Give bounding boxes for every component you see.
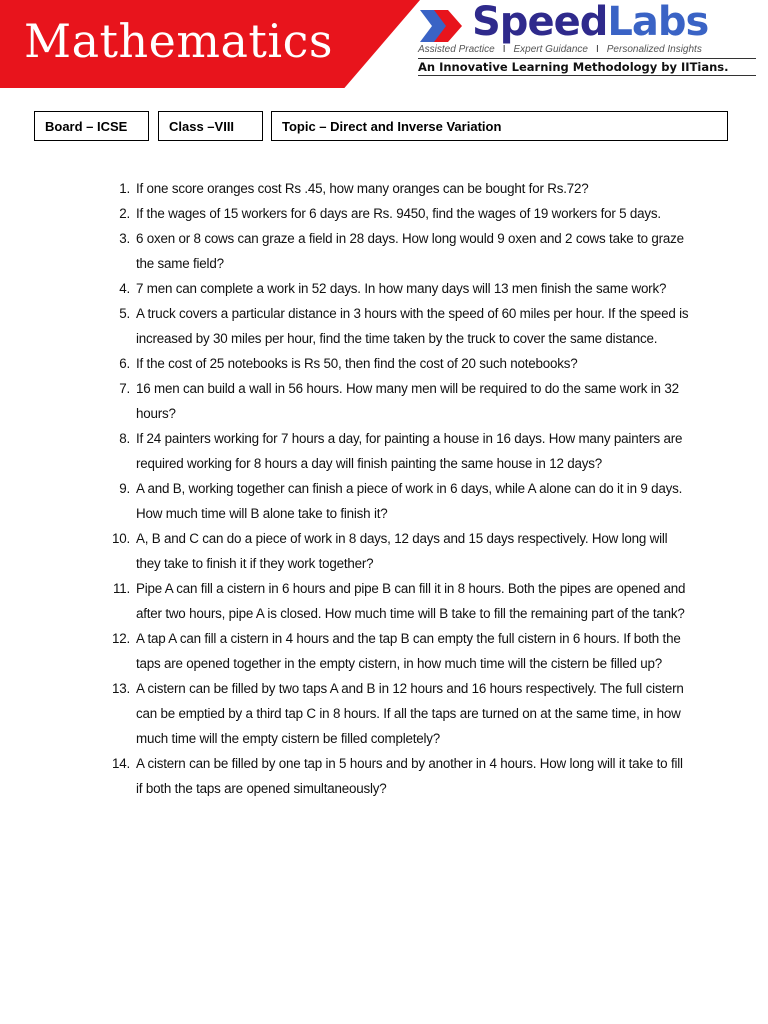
question-text: If one score oranges cost Rs .45, how many oranges can be bought for Rs.72? xyxy=(136,181,589,196)
question-item xyxy=(110,626,690,676)
tagline-expert-guidance: Expert Guidance xyxy=(513,43,588,55)
question-item xyxy=(110,576,690,626)
question-number: 6. xyxy=(119,356,130,371)
board-box: Board – ICSE xyxy=(34,111,149,141)
question-text: If the cost of 25 notebooks is Rs 50, then find the cost of 20 such notebooks? xyxy=(136,356,578,371)
speedlabs-logo xyxy=(414,0,764,88)
tagline-row xyxy=(418,42,756,56)
question-text: Pipe A can fill a cistern in 6 hours and pipe B can fill it in 8 hours. Both the pipes are opened and after two hours, pipe A is closed. How much time will B take to fill the remaining part of the tank? xyxy=(136,581,686,621)
question-number: 10. xyxy=(111,531,130,546)
logo-arrows-icon xyxy=(418,6,466,46)
question-text: 6 oxen or 8 cows can graze a field in 28 days. How long would 9 oxen and 2 cows take to graze the same field? xyxy=(136,231,684,271)
question-item xyxy=(110,376,690,426)
question-item xyxy=(110,176,690,201)
question-number: 4. xyxy=(119,281,130,296)
question-number: 2. xyxy=(119,206,130,221)
tagline-separator: I xyxy=(595,43,599,55)
question-list xyxy=(110,176,690,801)
question-item xyxy=(110,751,690,801)
methodology-text: An Innovative Learning Methodology by IITians. xyxy=(418,60,729,74)
question-item xyxy=(110,426,690,476)
question-number: 3. xyxy=(119,231,130,246)
topic-box: Topic – Direct and Inverse Variation xyxy=(271,111,728,141)
tagline-top-rule xyxy=(418,58,756,59)
question-number: 8. xyxy=(119,431,130,446)
question-text: A cistern can be filled by two taps A and B in 12 hours and 16 hours respectively. The full cistern can be emptied by a third tap C in 8 hours. If all the taps are turned on at the same time, in how much time will the empty cistern be filled completely? xyxy=(136,681,684,746)
question-text: A tap A can fill a cistern in 4 hours and the tap B can empty the full cistern in 6 hours. If both the taps are opened together in the empty cistern, in how much time will the cistern be filled up? xyxy=(136,631,681,671)
subject-title: Mathematics xyxy=(24,14,333,68)
question-text: If the wages of 15 workers for 6 days are Rs. 9450, find the wages of 19 workers for 5 days. xyxy=(136,206,661,221)
tagline-bottom-rule xyxy=(418,75,756,76)
question-number: 14. xyxy=(111,756,130,771)
question-number: 9. xyxy=(119,481,130,496)
question-text: 16 men can build a wall in 56 hours. How many men will be required to do the same work in 32 hours? xyxy=(136,381,679,421)
question-item xyxy=(110,676,690,751)
brand-name: SpeedLabs xyxy=(472,0,709,45)
question-text: 7 men can complete a work in 52 days. In how many days will 13 men finish the same work? xyxy=(136,281,667,296)
page-header xyxy=(0,0,768,90)
question-item xyxy=(110,351,690,376)
question-number: 7. xyxy=(119,381,130,396)
question-text: A and B, working together can finish a piece of work in 6 days, while A alone can do it in 9 days. How much time will B alone take to finish it? xyxy=(136,481,683,521)
question-text: A truck covers a particular distance in 3 hours with the speed of 60 miles per hour. If the speed is increased by 30 miles per hour, find the time taken by the truck to cover the same distance. xyxy=(136,306,689,346)
tagline-separator: I xyxy=(502,43,506,55)
question-text: A cistern can be filled by one tap in 5 hours and by another in 4 hours. How long will it take to fill if both the taps are opened simultaneously? xyxy=(136,756,683,796)
class-box: Class –VIII xyxy=(158,111,263,141)
question-item xyxy=(110,301,690,351)
question-item xyxy=(110,526,690,576)
question-number: 1. xyxy=(119,181,130,196)
tagline-assisted-practice: Assisted Practice xyxy=(418,43,495,55)
question-item xyxy=(110,201,690,226)
question-item xyxy=(110,276,690,301)
question-text: If 24 painters working for 7 hours a day, for painting a house in 16 days. How many painters are required working for 8 hours a day will finish painting the same house in 12 days? xyxy=(136,431,683,471)
question-text: A, B and C can do a piece of work in 8 days, 12 days and 15 days respectively. How long will they take to finish it if they work together? xyxy=(136,531,668,571)
tagline-personalized-insights: Personalized Insights xyxy=(606,43,702,55)
question-number: 11. xyxy=(112,581,130,596)
question-item xyxy=(110,226,690,276)
question-number: 13. xyxy=(111,681,130,696)
question-number: 12. xyxy=(111,631,130,646)
question-item xyxy=(110,476,690,526)
question-number: 5. xyxy=(119,306,130,321)
